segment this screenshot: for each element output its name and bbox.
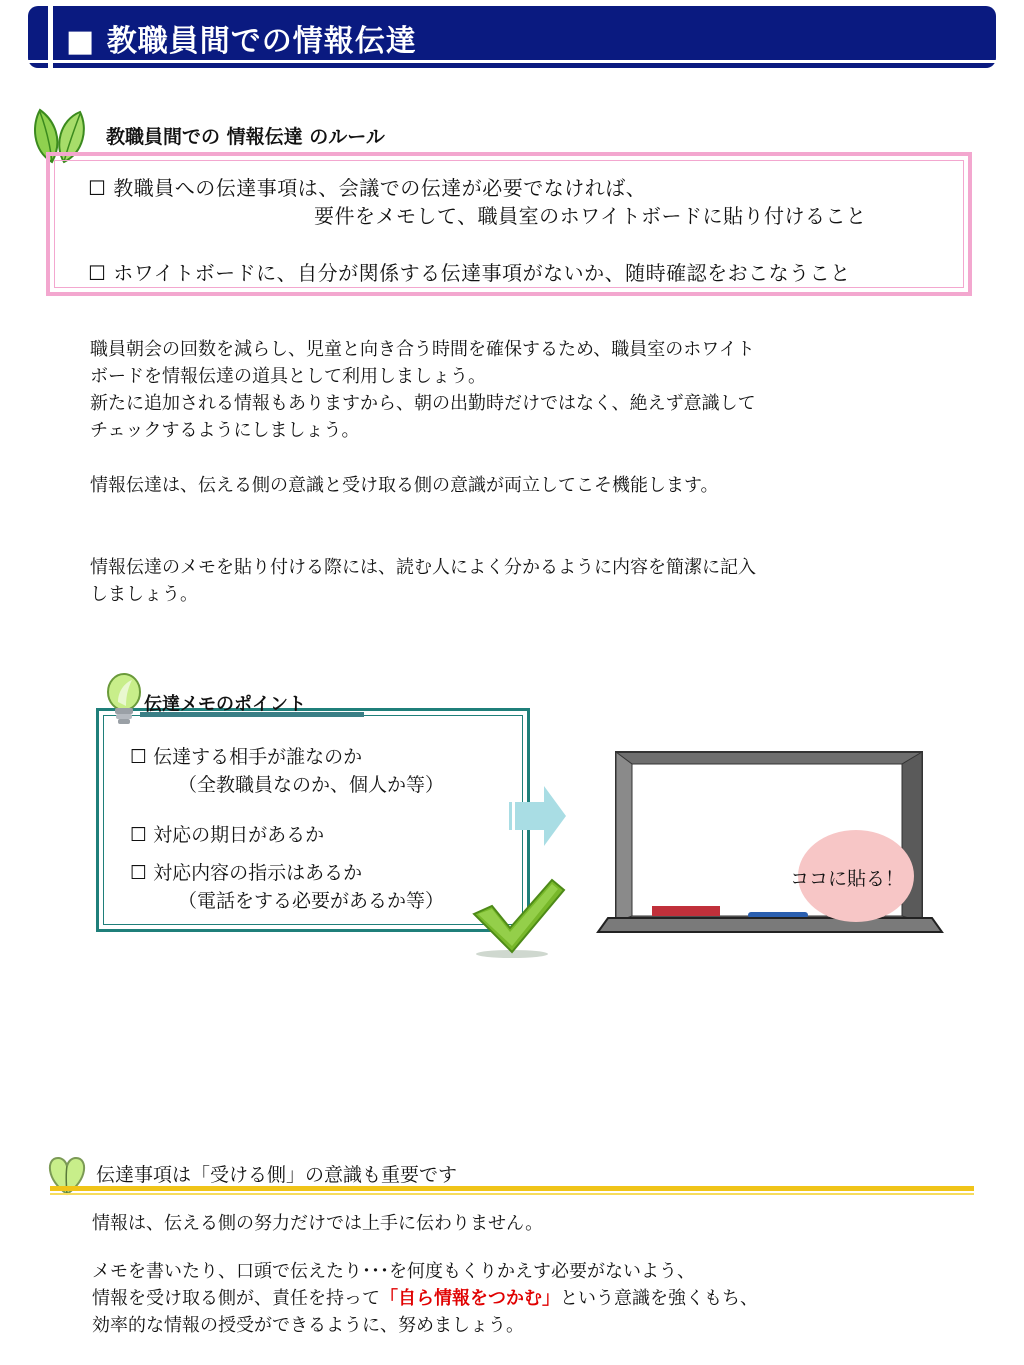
bottom-paragraph-2-line [92,1285,758,1312]
arrow-right-icon [504,784,568,848]
memo-item-3: ☐ 対応内容の指示はあるか [130,862,363,884]
bottom-paragraph-2 [92,1258,758,1339]
header-divider-horizontal [28,60,996,63]
body-paragraph-1 [90,336,756,444]
bottom-paragraph-1: 情報は、伝える側の努力だけでは上手に伝わりません。 [92,1213,544,1234]
bottom-heading: 伝達事項は「受ける側」の意識も重要です [96,1164,458,1186]
heading-underline-accent [50,1193,974,1195]
bottom-text: という意識を強くもち、 [560,1288,758,1309]
body-paragraph-3-line: しましょう。 [90,584,198,605]
memo-item-1-detail: （全教職員なのか、個人か等） [178,774,445,796]
bottom-paragraph-2-line: 効率的な情報の授受ができるように、努めましょう。 [92,1315,524,1336]
body-paragraph-1-line: 職員朝会の回数を減らし、児童と向き合う時間を確保するため、職員室のホワイト [90,339,755,360]
memo-item-2: ☐ 対応の期日があるか [130,824,325,846]
body-paragraph-1-line: 新たに追加される情報もありますから、朝の出勤時だけではなく、絶えず意識して [90,393,756,414]
rule-item-2: ☐ ホワイトボードに、自分が関係する伝達事項がないか、随時確認をおこなうこと [88,261,851,285]
rules-heading: 教職員間での 情報伝達 のルール [106,126,385,148]
body-paragraph-3-line: 情報伝達のメモを貼り付ける際には、読む人によく分かるように内容を簡潔に記入 [90,557,756,578]
body-paragraph-3 [90,554,756,608]
body-paragraph-1-line: ボードを情報伝達の道具として利用しましょう。 [90,366,486,387]
page-header [28,6,996,68]
memo-item-1: ☐ 伝達する相手が誰なのか [130,746,363,768]
bottom-paragraph-2-line: メモを書いたり、口頭で伝えたり･･･を何度もくりかえす必要がないよう、 [92,1261,695,1282]
whiteboard-illustration [596,748,944,936]
body-paragraph-1-line: チェックするようにしましょう。 [90,420,360,441]
bottom-text: 情報を受け取る側が、責任を持って [92,1288,380,1309]
whiteboard-label: ココに貼る！ [790,868,905,890]
rule-item-1-line1: ☐ 教職員への伝達事項は、会議での伝達が必要でなければ、 [88,176,647,200]
heading-underline [50,1186,974,1191]
checkmark-icon [470,876,566,960]
memo-title: 伝達メモのポイント [144,694,306,715]
header-divider-vertical [48,6,53,68]
body-paragraph-2: 情報伝達は、伝える側の意識と受け取る側の意識が両立してこそ機能します。 [90,475,719,496]
rule-item-1-line2: 要件をメモして、職員室のホワイトボードに貼り付けること [314,204,867,228]
lightbulb-icon [104,672,144,730]
highlight-text: 「自ら情報をつかむ」 [380,1288,560,1309]
page-title: ■ 教職員間での情報伝達 [66,24,417,59]
memo-item-3-detail: （電話をする必要があるか等） [178,890,445,912]
